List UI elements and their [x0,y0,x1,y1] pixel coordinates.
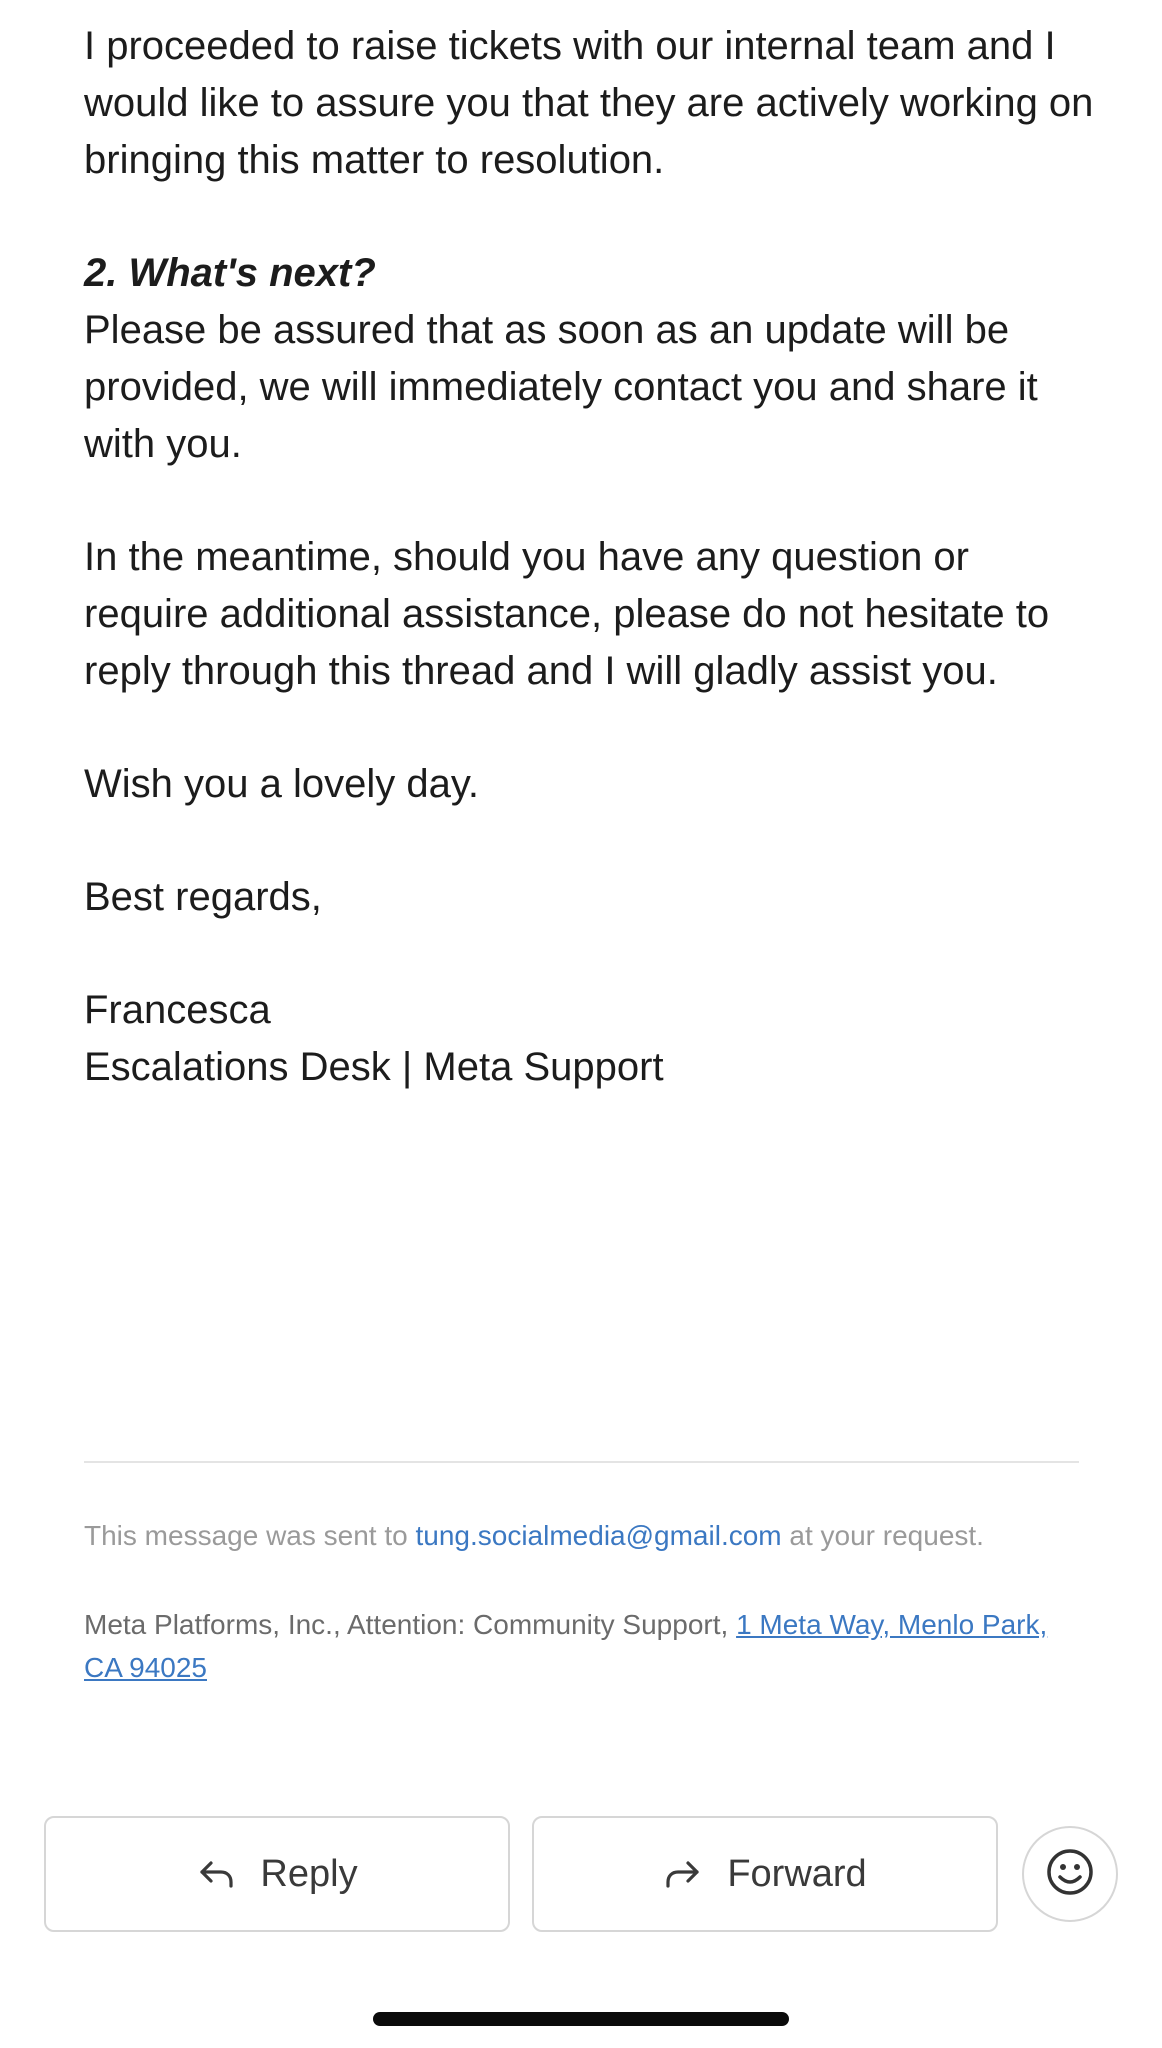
meantime-paragraph: In the meantime, should you have any question or require additional assistance, please do not hesitate to reply through this thread and I will gladly assist you. [84,535,1050,693]
signature-title: Escalations Desk | Meta Support [84,1045,664,1089]
spacer [84,700,1094,756]
sent-prefix: This message was sent to [84,1520,408,1551]
emoji-reaction-button[interactable] [1022,1826,1118,1922]
footer-address [84,1603,1079,1689]
intro-paragraph: I proceeded to raise tickets with our internal team and I would like to assure you that they are actively working on bringing this matter to resolution. [84,24,1094,182]
email-body [84,18,1094,1096]
recipient-email-link[interactable]: tung.socialmedia@gmail.com [415,1520,782,1551]
forward-label: Forward [727,1852,867,1895]
closing-regards: Best regards, [84,875,322,919]
footer-divider [84,1461,1079,1463]
reply-button[interactable] [44,1816,510,1932]
smiley-face-icon [1045,1847,1095,1902]
section-heading: 2. What's next? [84,251,376,295]
next-paragraph: Please be assured that as soon as an update will be provided, we will immediately contact you and share it with you. [84,308,1038,466]
forward-arrow-icon [663,1854,703,1894]
forward-button[interactable] [532,1816,998,1932]
reply-label: Reply [260,1852,358,1895]
reply-arrow-icon [196,1854,236,1894]
closing-wish: Wish you a lovely day. [84,762,479,806]
address-link[interactable]: 1 Meta Way, Menlo Park, CA 94025 [84,1609,1048,1683]
spacer [84,473,1094,529]
home-indicator [373,2012,789,2026]
spacer [84,926,1094,982]
signature-name: Francesca [84,988,271,1032]
sent-suffix: at your request. [789,1520,984,1551]
address-prefix: Meta Platforms, Inc., Attention: Community Support, [84,1609,729,1640]
spacer [84,813,1094,869]
spacer [84,189,1094,245]
footer-sent-notice [84,1514,1079,1557]
